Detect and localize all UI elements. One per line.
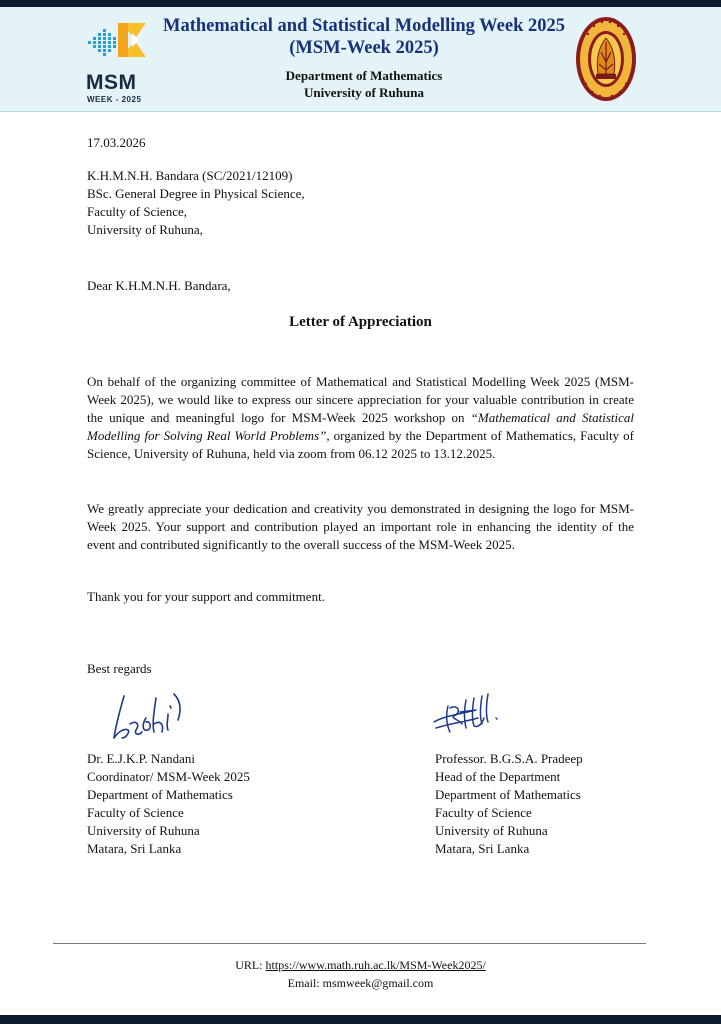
footer-url-label: URL: [235,958,266,972]
workshop-title: “Mathematical and Statistical Modelling for Solving Real World Problems” [87,410,634,443]
salutation: Dear K.H.M.N.H. Bandara, [87,278,231,293]
top-border-bar [0,0,721,7]
signatory-coordinator [87,750,250,858]
recipient-address [87,167,305,239]
letter-date: 17.03.2026 [87,135,146,150]
bottom-border-bar [0,1015,721,1024]
letterhead [0,7,721,112]
address-line: Faculty of Science, [87,204,187,219]
paragraph-1 [87,373,634,463]
signatory-name: Dr. E.J.K.P. Nandani [87,751,195,766]
signatory-head [435,750,583,858]
signatory-name: Professor. B.G.S.A. Pradeep [435,751,583,766]
signatory-department: Department of Mathematics [435,787,581,802]
logo-wordmark: MSM [86,71,137,94]
signatory-location: Matara, Sri Lanka [435,841,530,856]
event-title: Mathematical and Statistical Modelling Week 2025 [162,16,565,36]
signatory-faculty: Faculty of Science [87,805,184,820]
msm-week-logo [84,19,148,104]
msm-logo-graphic-icon [84,19,148,71]
address-line: University of Ruhuna, [87,222,203,237]
letter-subject: Letter of Appreciation [289,314,432,330]
letterhead-department: Department of Mathematics [285,68,443,83]
event-short-title: (MSM-Week 2025) [289,38,439,58]
logo-subtitle: WEEK - 2025 [87,95,142,104]
university-seal-icon [574,12,638,111]
footer-url-line [0,958,721,973]
signatory-university: University of Ruhuna [87,823,200,838]
letterhead-university: University of Ruhuna [304,85,424,100]
signatory-role: Head of the Department [435,769,561,784]
footer-email-line [0,976,721,991]
footer-url-link[interactable]: https://www.math.ruh.ac.lk/MSM-Week2025/ [265,958,486,972]
signature-head [430,688,510,743]
footer-email-label: Email: [287,976,323,990]
closing: Best regards [87,661,152,676]
letterhead-title-block [150,15,578,101]
address-line: BSc. General Degree in Physical Science, [87,186,305,201]
paragraph-2: We greatly appreciate your dedication and creativity you demonstrated in designing the logo for MSM-Week 2025. Your support and contribution played an important role in enhancing the identity of the event and contributed significantly to the overall success of the MSM-Week 2025. [87,501,634,552]
address-line: K.H.M.N.H. Bandara (SC/2021/12109) [87,168,293,183]
footer-email-address: msmweek@gmail.com [322,976,434,990]
paragraph-3: Thank you for your support and commitment. [87,589,325,604]
footer-divider [53,943,646,944]
paragraph-1-text-end: , organized by the Department of Mathematics, Faculty of Science, University of Ruhuna, held via zoom from 06.12 2025 to 13.12.2025. [87,428,634,461]
signatory-role: Coordinator/ MSM-Week 2025 [87,769,250,784]
signatory-faculty: Faculty of Science [435,805,532,820]
paragraph-1-text: On behalf of the organizing committee of Mathematical and Statistical Modelling Week 2025 (MSM-Week 2025), we would like to express our sincere appreciation for your valuable contribution in create the unique and meaningful logo for MSM-Week 2025 workshop on [87,374,634,425]
signature-coordinator [108,690,198,751]
signatory-university: University of Ruhuna [435,823,548,838]
signatory-location: Matara, Sri Lanka [87,841,182,856]
signatory-department: Department of Mathematics [87,787,233,802]
